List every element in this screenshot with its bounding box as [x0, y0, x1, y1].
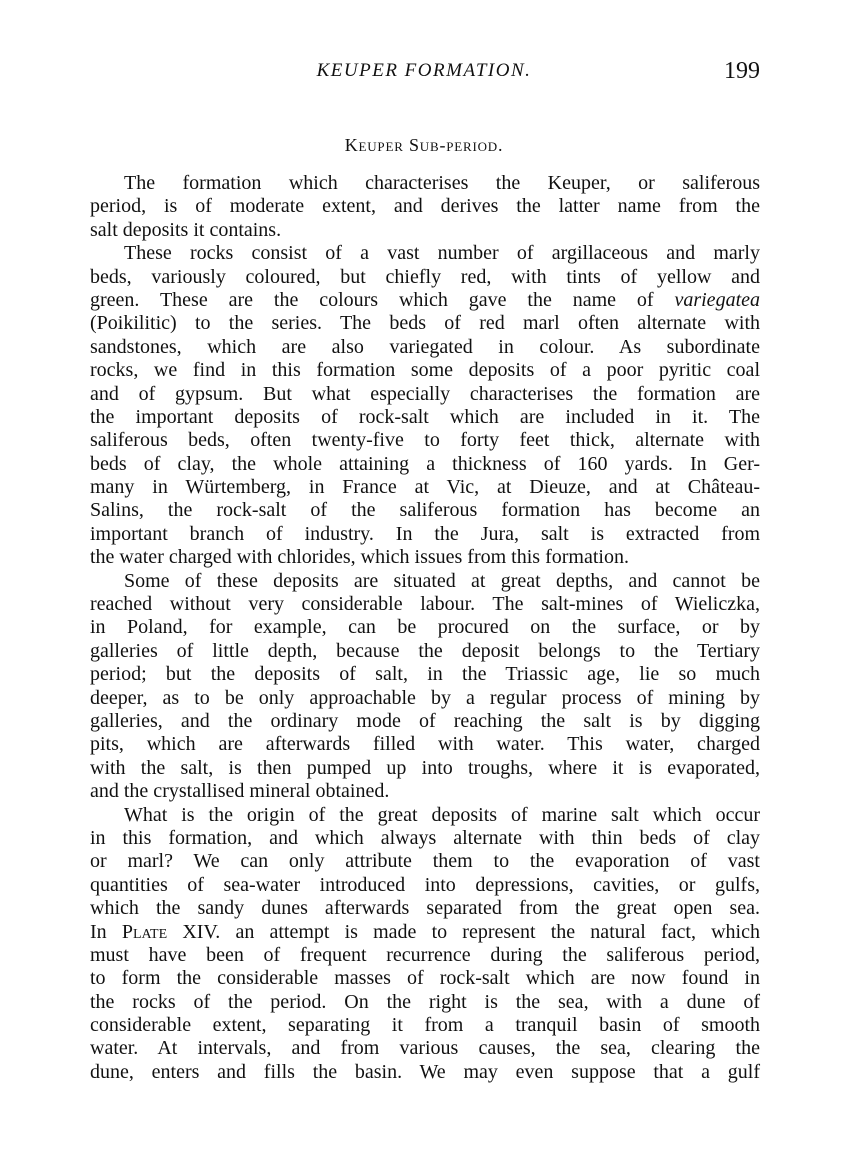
- text-line: sandstones, which are also variegated in colour. As subordinate: [90, 335, 760, 358]
- paragraph: [90, 570, 760, 804]
- text-line: dune, enters and fills the basin. We may even suppose that a gulf: [90, 1060, 760, 1083]
- running-header: [88, 56, 760, 86]
- text-line: (Poikilitic) to the series. The beds of red marl often alternate with: [90, 312, 760, 335]
- running-title: KEUPER FORMATION.: [316, 60, 532, 81]
- text-line: or marl? We can only attribute them to the evaporation of vast: [90, 850, 760, 873]
- text-line: considerable extent, separating it from a tranquil basin of smooth: [90, 1014, 760, 1037]
- text-line: in this formation, and which always alternate with thin beds of clay: [90, 826, 760, 849]
- text-line: galleries, and the ordinary mode of reaching the salt is by digging: [90, 709, 760, 732]
- plate-reference: Plate: [121, 920, 168, 943]
- text-line: rocks, we find in this formation some deposits of a poor pyritic coal: [90, 359, 760, 382]
- page-number: 199: [724, 58, 760, 84]
- text-line: These rocks consist of a vast number of argillaceous and marly: [124, 242, 760, 265]
- text-line: to form the considerable masses of rock-salt which are now found in: [90, 967, 760, 990]
- paragraph: [90, 172, 760, 242]
- text-line: Some of these deposits are situated at great depths, and cannot be: [124, 569, 760, 592]
- text-line: the important deposits of rock-salt which are included in it. The: [90, 405, 760, 428]
- text-line: which the sandy dunes afterwards separated from the great open sea.: [90, 897, 760, 920]
- text-line: in Poland, for example, can be procured on the surface, or by: [90, 616, 760, 639]
- text-line: and the crystallised mineral obtained.: [90, 780, 390, 803]
- text-line: Salins, the rock-salt of the saliferous formation has become an: [90, 499, 760, 522]
- text-line: period; but the deposits of salt, in the Triassic age, lie so much: [90, 663, 760, 686]
- text-line: What is the origin of the great deposits of marine salt which occur: [124, 803, 760, 826]
- text-line: salt deposits it contains.: [90, 218, 282, 241]
- text-line: with the salt, is then pumped up into troughs, where it is evaporated,: [90, 756, 760, 779]
- text-line: saliferous beds, often twenty-five to forty feet thick, alternate with: [90, 429, 760, 452]
- text-line: deeper, as to be only approachable by a regular process of mining by: [90, 686, 760, 709]
- text-line: water. At intervals, and from various causes, the sea, clearing the: [90, 1037, 760, 1060]
- text-line: the water charged with chlorides, which issues from this formation.: [90, 546, 629, 569]
- section-title: Keuper Sub-period.: [344, 135, 504, 155]
- text-line: beds, variously coloured, but chiefly red, with tints of yellow and: [90, 265, 760, 288]
- text-line: period, is of moderate extent, and derives the latter name from the: [90, 195, 760, 218]
- text-line: quantities of sea-water introduced into depressions, cavities, or gulfs,: [90, 873, 760, 896]
- text-line: and of gypsum. But what especially characterises the formation are: [90, 382, 760, 405]
- paragraph: [90, 242, 760, 569]
- text-line: beds of clay, the whole attaining a thickness of 160 yards. In Ger-: [90, 452, 760, 475]
- text-line: galleries of little depth, because the deposit belongs to the Tertiary: [90, 639, 760, 662]
- text-line: the rocks of the period. On the right is the sea, with a dune of: [90, 990, 760, 1013]
- paragraph: [90, 804, 760, 1085]
- italic-term: variegatea: [674, 288, 760, 311]
- text-line: must have been of frequent recurrence during the saliferous period,: [90, 943, 760, 966]
- text-line: The formation which characterises the Keuper, or saliferous: [124, 172, 760, 194]
- text-line: important branch of industry. In the Jura, salt is extracted from: [90, 522, 760, 545]
- text-line: many in Würtemberg, in France at Vic, at Dieuze, and at Château-: [90, 476, 760, 499]
- text-line: In Plate XIV. an attempt is made to represent the natural fact, which: [90, 920, 760, 943]
- text-line: green. These are the colours which gave the name of variegatea: [90, 288, 760, 311]
- text-line: pits, which are afterwards filled with water. This water, charged: [90, 733, 760, 756]
- body-text: [90, 172, 760, 1084]
- text-line: reached without very considerable labour. The salt-mines of Wieliczka,: [90, 593, 760, 616]
